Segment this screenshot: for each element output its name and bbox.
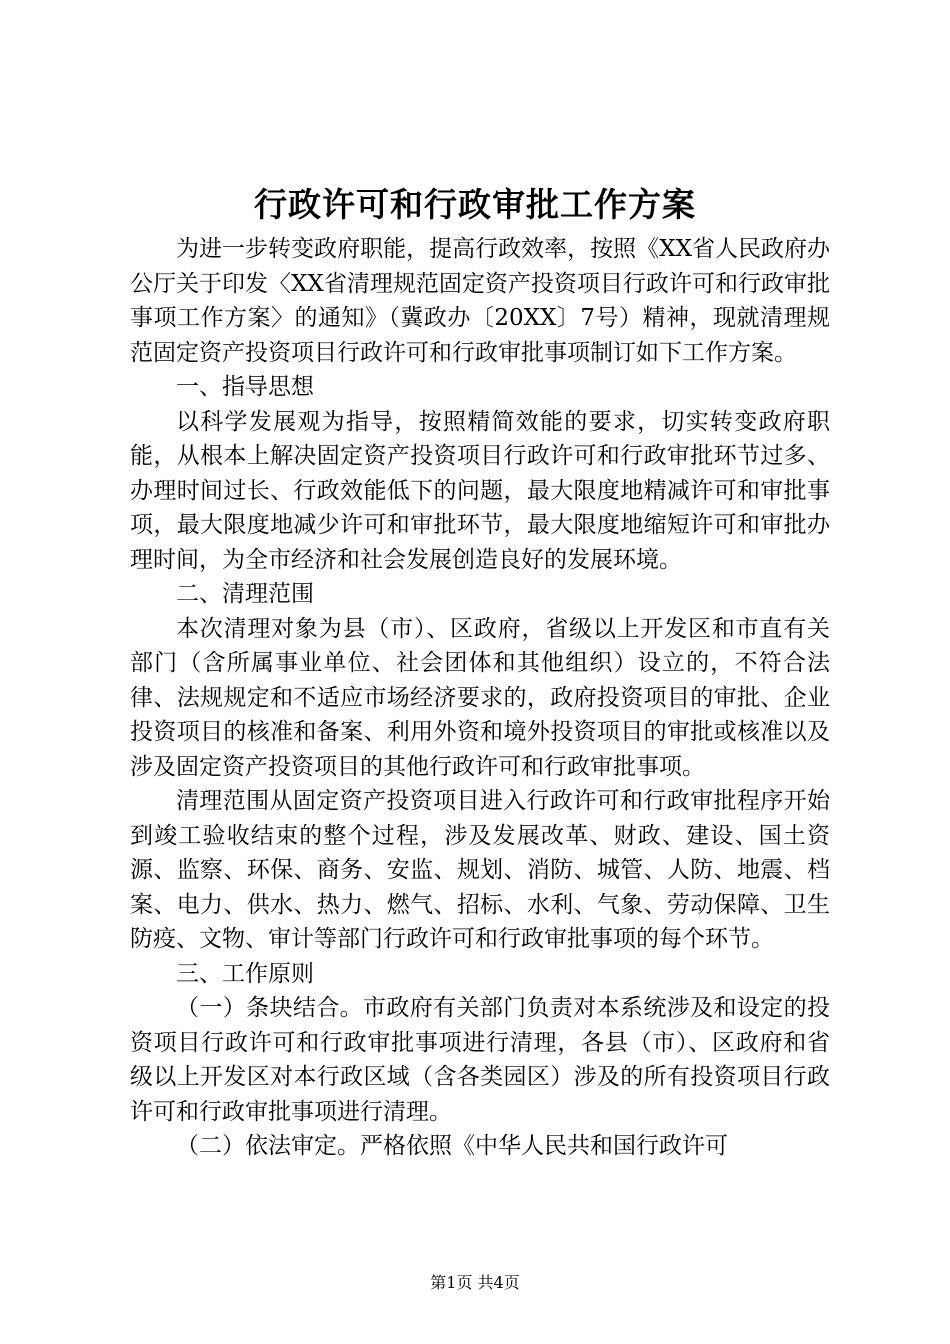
guiding-ideology-paragraph: 以科学发展观为指导，按照精简效能的要求，切实转变政府职能，从根本上解决固定资产投资项目行政许可和行政审批环节过多、办理时间过长、行政效能低下的问题，最大限度地精减许可和审批事项，最大限度地减少许可和审批环节，最大限度地缩短许可和审批办理时间，为全市经济和社会发展创造良好的发展环境。 bbox=[130, 408, 830, 573]
intro-paragraph: 为进一步转变政府职能，提高行政效率，按照《XX省人民政府办公厅关于印发〈XX省清理规范固定资产投资项目行政许可和行政审批事项工作方案〉的通知》（冀政办〔20XX〕7号）精神，现就清理规范固定资产投资项目行政许可和行政审批事项制订如下工作方案。 bbox=[130, 236, 830, 366]
scope-paragraph-1: 本次清理对象为县（市）、区政府，省级以上开发区和市直有关部门（含所属事业单位、社会团体和其他组织）设立的，不符合法律、法规规定和不适应市场经济要求的，政府投资项目的审批、企业投资项目的核准和备案、利用外资和境外投资项目的审批或核准以及涉及固定资产投资项目的其他行政许可和行政审批事项。 bbox=[130, 615, 830, 780]
page-title: 行政许可和行政审批工作方案 bbox=[254, 185, 696, 224]
document-body bbox=[130, 232, 830, 1164]
page-number-footer: 第1页 共4页 bbox=[430, 1273, 520, 1292]
principle-paragraph-1: （一）条块结合。市政府有关部门负责对本系统涉及和设定的投资项目行政许可和行政审批事项进行清理，各县（市）、区政府和省级以上开发区对本行政区域（含各类园区）涉及的所有投资项目行政许可和行政审批事项进行清理。 bbox=[130, 995, 830, 1125]
section-heading-scope: 二、清理范围 bbox=[176, 581, 314, 607]
section-heading-guiding-ideology: 一、指导思想 bbox=[176, 374, 314, 400]
principle-paragraph-2: （二）依法审定。严格依照《中华人民共和国行政许可 bbox=[176, 1133, 728, 1159]
scope-paragraph-2: 清理范围从固定资产投资项目进入行政许可和行政审批程序开始到竣工验收结束的整个过程，涉及发展改革、财政、建设、国土资源、监察、环保、商务、安监、规划、消防、城管、人防、地震、档案、电力、供水、热力、燃气、招标、水利、气象、劳动保障、卫生防疫、文物、审计等部门行政许可和行政审批事项的每个环节。 bbox=[130, 788, 830, 952]
section-heading-principles: 三、工作原则 bbox=[176, 960, 314, 987]
